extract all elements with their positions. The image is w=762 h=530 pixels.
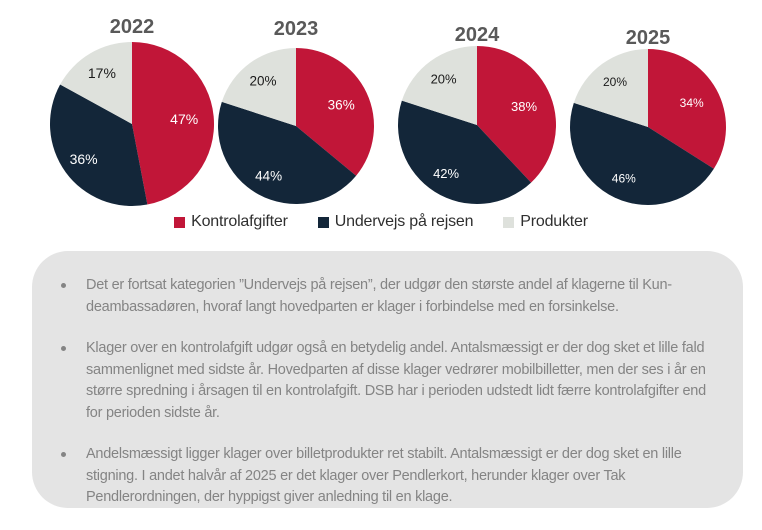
legend-label-kontrolafgifter: Kontrolafgifter	[191, 213, 288, 230]
pie-charts-canvas	[0, 0, 762, 210]
pie-data-label-2025-2: 20%	[602, 74, 628, 89]
pie-data-label-2024-0: 38%	[510, 98, 538, 114]
pie-data-label-2023-2: 20%	[249, 73, 277, 89]
legend-item-undervejs-pa-rejsen	[318, 213, 474, 231]
pie-data-label-2024-1: 42%	[433, 166, 460, 182]
note-bullet-2-text: Klager over en kontrolafgift udgør også en betydelig andel. Antalsmæssigt er der dog sket et lille fald sammenlignet med sidste år. Hovedparten af disse klager vedrører mobilbilletter, men der ses i år en større spredning i årsagen til en kontrolafgift. DSB har i perioden udstedt lidt færre kontrolafgifter end for perioden sidste år.	[86, 340, 706, 421]
legend-swatch-undervejs-pa-rejsen	[318, 217, 329, 228]
chart-title-2025: 2025	[625, 27, 671, 49]
notes-box	[32, 251, 743, 508]
bullet-dot	[61, 452, 66, 457]
legend-item-kontrolafgifter	[174, 213, 288, 231]
note-bullet-3-text: Andelsmæssigt ligger klager over billetprodukter ret stabilt. Antalsmæssigt er der dog sket en lille stigning. I andet halvår af 2025 er det klager over Pendlerkort, herunder klager over Tak Pendlerordningen, der hyppigst giver anledning til en klage.	[86, 446, 682, 505]
pie-chart-2023	[218, 18, 374, 204]
pie-data-label-2022-0: 47%	[170, 111, 199, 127]
note-bullet-2	[59, 338, 713, 424]
legend-label-undervejs-pa-rejsen: Undervejs på rejsen	[334, 213, 474, 230]
pie-data-label-2023-1: 44%	[255, 168, 283, 184]
note-bullet-1-text: Det er fortsat kategorien ”Undervejs på rejsen”, der udgør den største andel af klagerne til Kundeambassadøren, hvoraf langt hovedparten er klager i forbindelse med en forsinkelse.	[86, 277, 673, 315]
pie-chart-2022	[50, 16, 214, 206]
pie-chart-2025	[570, 27, 726, 205]
pie-data-label-2025-0: 34%	[679, 96, 704, 111]
legend-label-produkter: Produkter	[520, 213, 588, 230]
pie-chart-2024	[398, 24, 556, 204]
pie-data-label-2025-1: 46%	[611, 171, 636, 186]
bullet-dot	[61, 283, 66, 288]
legend-item-produkter	[503, 213, 588, 231]
legend-swatch-produkter	[503, 217, 514, 228]
bullet-dot	[61, 346, 66, 351]
pie-data-label-2023-0: 36%	[327, 97, 355, 113]
pie-data-label-2022-1: 36%	[69, 151, 98, 168]
chart-legend	[0, 210, 762, 234]
note-bullet-1	[59, 275, 713, 318]
legend-swatch-kontrolafgifter	[174, 217, 185, 228]
chart-title-2023: 2023	[273, 18, 319, 40]
pie-data-label-2022-2: 17%	[87, 65, 116, 82]
pie-data-label-2024-2: 20%	[430, 71, 457, 87]
chart-title-2024: 2024	[454, 24, 500, 46]
notes-list	[59, 275, 713, 509]
chart-title-2022: 2022	[109, 16, 155, 38]
note-bullet-3	[59, 444, 713, 509]
